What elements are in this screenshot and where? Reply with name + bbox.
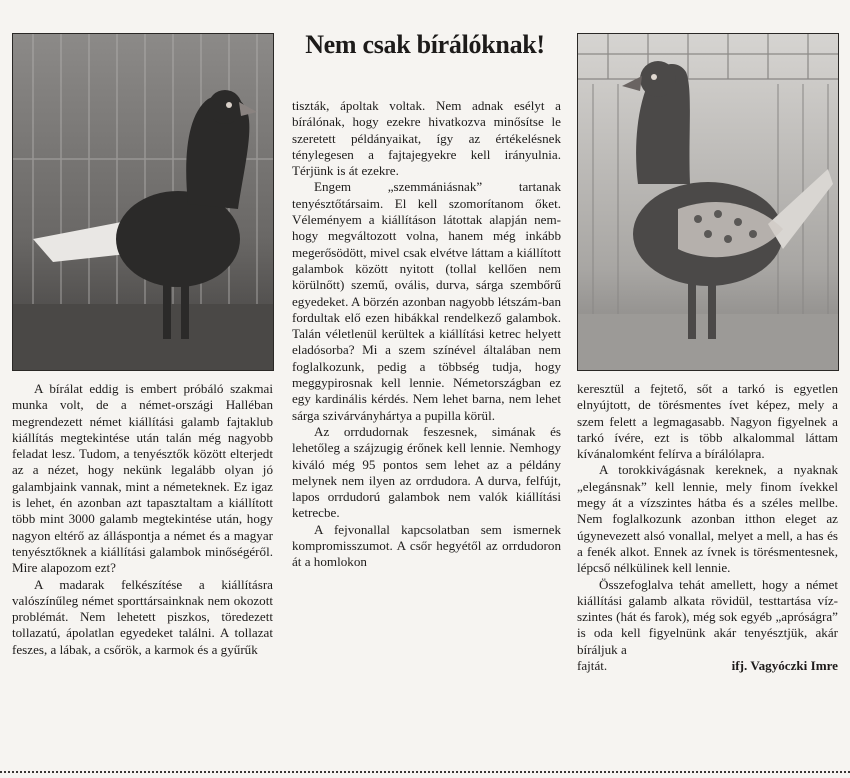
signature-row [577, 658, 838, 674]
paragraph: Összefoglalva tehát amellett, hogy a német kiállítási galamb alkata rövidül, testtartása víz-szintes (hát és farok), még sok egyéb „apróságra” is oda kell figyelnünk akár tenyésztjük, akár bíráljuk a [577, 576, 838, 657]
paragraph: A bírálat eddig is embert próbáló szakmai munka volt, de a német-országi Halléban megrendezett német kiállítási galamb fajtaklub kiállítás megtekintése után talán még nagyobb feladat lesz. Tudom, a tenyésztők között elterjedt az a nézet, hogy nekünk legalább olyan jó galambjaink vannak, mint a németeknek. Ez igaz is lehet, én azonban azt tapasztaltam a kiállított több mint 3000 galamb megtekintése után, hogy nagyon eltérő az álláspontja a német és a magyar tenyésztőknek a kiállítási galambok minőségéről. Mire alapozom ezt? [12, 381, 273, 576]
paragraph: Engem „szemmániásnak” tartanak tenyésztőtársaim. El kell szomorítanom őket. Véleményem a kiállításon látottak alapján nem-hogy megváltozott volna, hanem még inkább megerősödött, mivel csak elvétve láttam a kiállított galambok között nyitott (tollal kellően nem körülnőtt) szemű, ovális, durva, sárga szembőrű egyedeket. A börzén azonban nagyobb létszám-ban fordultak elő ezen hibákkal rendelkező galambok. Talán véletlenül kerültek a kiállítási ketrec helyett eladósorba? Mi a szem színével általában nem foglalkozunk, pedig a többség tudja, hogy meggypirosnak kell lennie. Németországban ez egy kardinális kérdés. Nem lehet barna, nem lehet sárga szivárványhártya a pupilla körül. [292, 179, 561, 423]
pigeon-photo-left [12, 33, 274, 371]
pigeon-photo-right [577, 33, 839, 371]
article-column-right [577, 381, 838, 674]
paragraph: tiszták, ápoltak voltak. Nem adnak esélyt a bírálónak, hogy ezekre hivatkozva minősítse le szeretett példányaikat, így az értékelésnek ténylegesen a fajtajegyekre kell irányulnia. Térjünk is át ezekre. [292, 98, 561, 179]
paragraph: Az orrdudornak feszesnek, simának és lehetőleg a szájzugig érőnek kell lennie. Nemhogy kiváló még 95 pontos sem lehet az a példány melynek nem ilyen az orrdudora. A durva, felfújt, lapos orrdudorú galambok nem valók kiállítási ketrecbe. [292, 423, 561, 521]
page-divider [0, 771, 850, 773]
paragraph: A fejvonallal kapcsolatban sem ismernek kompromisszumot. A csőr hegyétől az orrdudoron át a homlokon [292, 521, 561, 570]
article-column-left [12, 381, 273, 658]
paragraph: A madarak felkészítése a kiállításra valószínűleg német sporttársainknak nem okozott problémát. Nem lehetett piszkos, töredezett tollazatú, ápolatlan egyedeket találni. A tollazat feszes, a lábak, a csőrök, a karmok és a gyűrűk [12, 576, 273, 657]
pigeon-illustration-right [578, 34, 838, 370]
paragraph: keresztül a fejtető, sőt a tarkó is egyetlen elnyújtott, de törésmentes ívet képez, mely a szem felett a legmagasabb. Nagyon figyelnek a tarkó ívére, ezt is több alkalommal láttam kívánalomként felírva a bírálólapra. [577, 381, 838, 462]
article-author: ifj. Vagyóczki Imre [731, 658, 838, 674]
pigeon-illustration-left [13, 34, 273, 370]
closing-word: fajtát. [577, 658, 608, 674]
article-title: Nem csak bírálóknak! [305, 30, 545, 59]
article-column-middle [292, 98, 561, 571]
paragraph: A torokkivágásnak kereknek, a nyaknak „elegánsnak” kell lennie, mely finom ívekkel megy át a vízszintes hátba és a széles mellbe. Nem foglalkozunk azonban itthon eleget az úgynevezett alsó vonallal, melyet a mell, a has és a fenék alkot. Ennek az ívnek is törésmentesnek, lépcső nélkülinek kell lennie. [577, 462, 838, 576]
